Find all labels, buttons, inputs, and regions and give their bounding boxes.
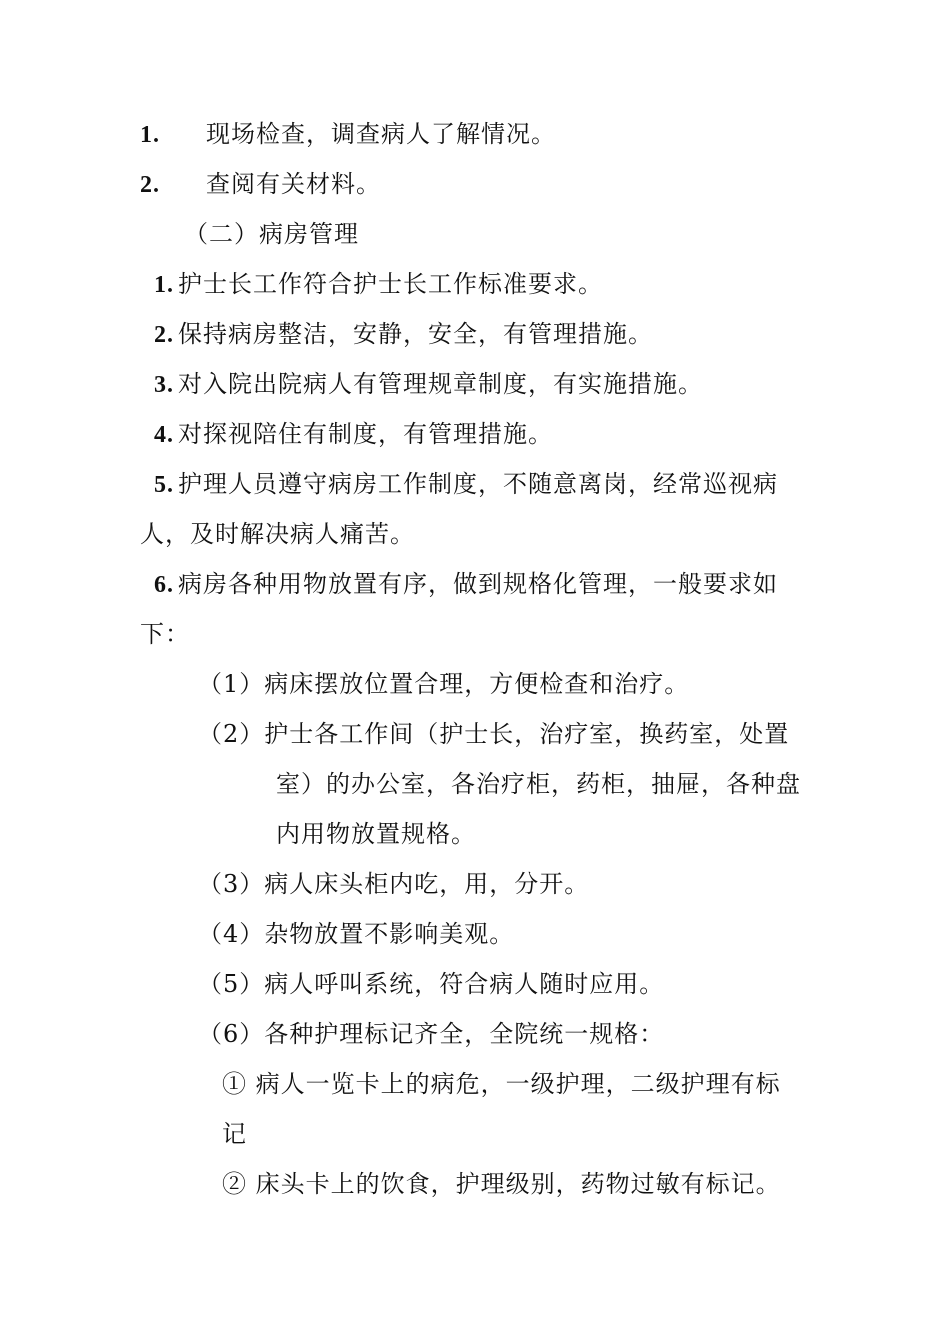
mark-item (222, 1168, 781, 1200)
mark-continuation: 记 (222, 1120, 247, 1148)
item-number: 4. (154, 422, 174, 448)
list-item (154, 318, 653, 351)
item-number: 2. (154, 322, 174, 348)
item-number: 2. (140, 172, 160, 198)
list-item (154, 468, 778, 501)
item-text: 保持病房整洁，安静，安全，有管理措施。 (178, 320, 653, 348)
item-number: 1. (140, 122, 160, 148)
sub-item-number: （3） (198, 870, 265, 898)
sub-item-number: （5） (198, 970, 265, 998)
list-item (154, 568, 778, 601)
list-item (140, 168, 381, 201)
sub-item-text: 杂物放置不影响美观。 (264, 920, 515, 948)
sub-item (198, 1018, 664, 1050)
sub-item (198, 668, 689, 700)
item-continuation: 下： (140, 620, 190, 648)
section-title: （二）病房管理 (184, 220, 359, 248)
sub-item-text: 病人呼叫系统，符合病人随时应用。 (264, 970, 665, 998)
sub-item (198, 918, 514, 950)
mark-text: 床头卡上的饮食，护理级别，药物过敏有标记。 (255, 1170, 781, 1198)
item-text: 对探视陪住有制度，有管理措施。 (178, 420, 553, 448)
mark-item (222, 1068, 781, 1100)
sub-item (198, 868, 589, 900)
item-continuation: 人，及时解决病人痛苦。 (140, 520, 415, 548)
sub-item-text: 病床摆放位置合理，方便检查和治疗。 (264, 670, 690, 698)
sub-item-text: 护士各工作间（护士长，治疗室，换药室，处置 (264, 720, 790, 748)
sub-item-continuation: 室）的办公室，各治疗柜，药柜，抽屉，各种盘 (276, 770, 801, 798)
sub-item-number: （4） (198, 920, 265, 948)
item-number: 6. (154, 572, 174, 598)
item-text: 对入院出院病人有管理规章制度，有实施措施。 (178, 370, 703, 398)
item-text: 护士长工作符合护士长工作标准要求。 (178, 270, 603, 298)
item-number: 1. (154, 272, 174, 298)
sub-item-text: 病人床头柜内吃，用，分开。 (264, 870, 590, 898)
sub-item (198, 968, 664, 1000)
sub-item-text: 各种护理标记齐全，全院统一规格： (264, 1020, 665, 1048)
sub-item-number: （1） (198, 670, 265, 698)
list-item (140, 118, 556, 151)
item-text: 护理人员遵守病房工作制度，不随意离岗，经常巡视病 (178, 470, 778, 498)
sub-item-number: （2） (198, 720, 265, 748)
list-item (154, 418, 553, 451)
item-number: 3. (154, 372, 174, 398)
item-number: 5. (154, 472, 174, 498)
sub-item-continuation: 内用物放置规格。 (276, 820, 476, 848)
mark-number: ① (222, 1070, 247, 1098)
item-text: 查阅有关材料。 (206, 170, 381, 198)
item-text: 病房各种用物放置有序，做到规格化管理，一般要求如 (178, 570, 778, 598)
list-item (154, 268, 603, 301)
item-text: 现场检查，调查病人了解情况。 (206, 120, 556, 148)
sub-item (198, 718, 789, 750)
sub-item-number: （6） (198, 1020, 265, 1048)
list-item (154, 368, 703, 401)
mark-text: 病人一览卡上的病危，一级护理，二级护理有标 (255, 1070, 781, 1098)
mark-number: ② (222, 1170, 247, 1198)
